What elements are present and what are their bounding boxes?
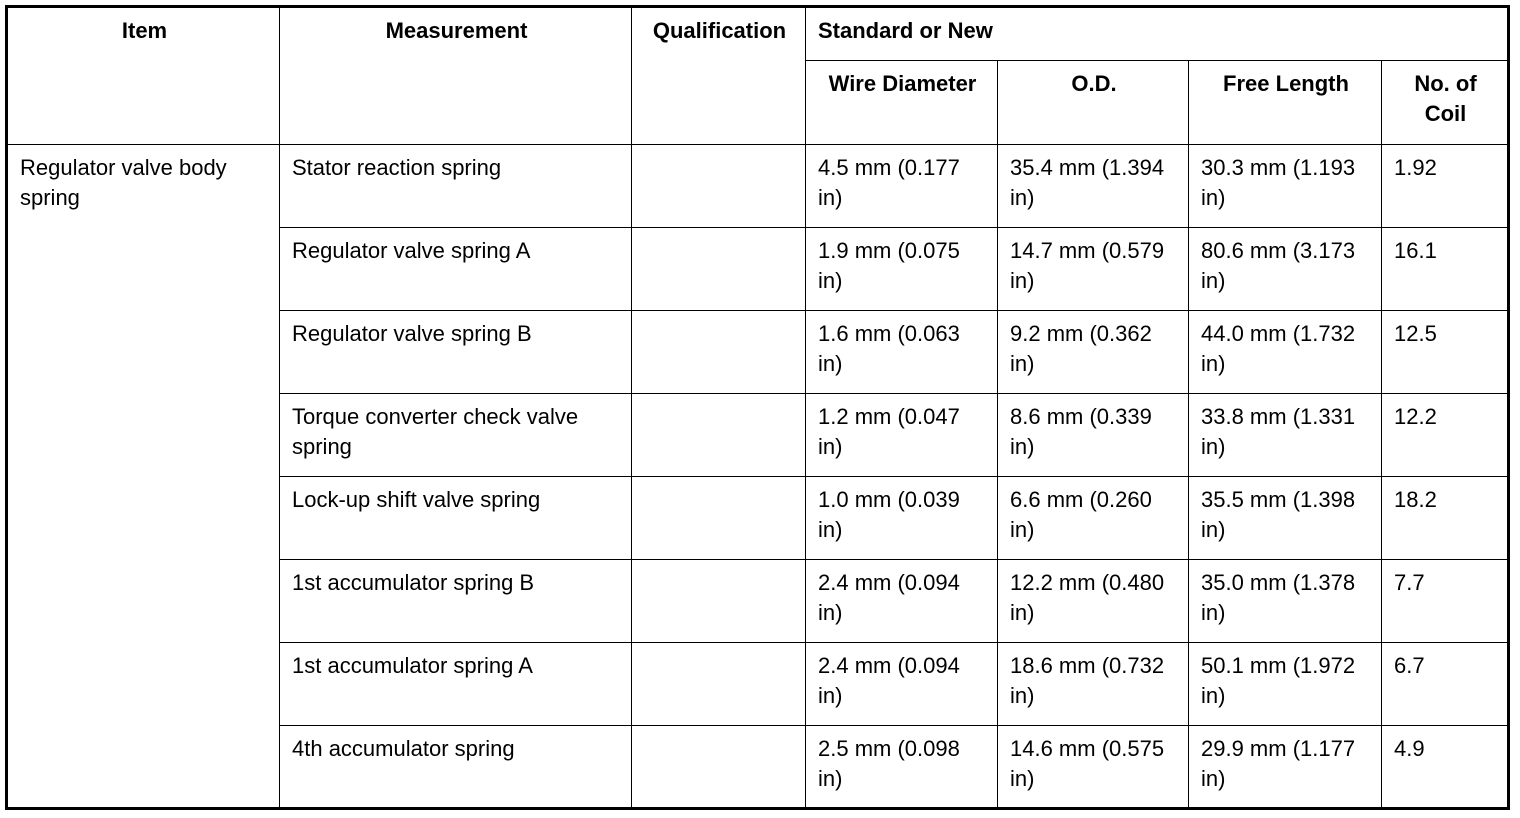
coils-cell: 16.1 xyxy=(1382,228,1509,311)
od-cell: 35.4 mm (1.394 in) xyxy=(998,145,1189,228)
free-length-cell: 44.0 mm (1.732 in) xyxy=(1189,311,1382,394)
wire-diameter-cell: 1.9 mm (0.075 in) xyxy=(806,228,998,311)
coils-cell: 1.92 xyxy=(1382,145,1509,228)
header-od: O.D. xyxy=(998,61,1189,145)
od-cell: 12.2 mm (0.480 in) xyxy=(998,560,1189,643)
wire-diameter-cell: 1.0 mm (0.039 in) xyxy=(806,477,998,560)
header-measurement: Measurement xyxy=(280,7,632,145)
od-cell: 6.6 mm (0.260 in) xyxy=(998,477,1189,560)
od-cell: 18.6 mm (0.732 in) xyxy=(998,643,1189,726)
measurement-cell: Stator reaction spring xyxy=(280,145,632,228)
qualification-cell xyxy=(632,145,806,228)
measurement-cell: 1st accumulator spring B xyxy=(280,560,632,643)
coils-cell: 18.2 xyxy=(1382,477,1509,560)
coils-cell: 7.7 xyxy=(1382,560,1509,643)
measurement-cell: 4th accumulator spring xyxy=(280,726,632,809)
header-standard-or-new: Standard or New xyxy=(806,7,1509,61)
wire-diameter-cell: 4.5 mm (0.177 in) xyxy=(806,145,998,228)
qualification-cell xyxy=(632,228,806,311)
qualification-cell xyxy=(632,643,806,726)
header-no-of-coil: No. of Coil xyxy=(1382,61,1509,145)
measurement-cell: Regulator valve spring A xyxy=(280,228,632,311)
measurement-cell: 1st accumulator spring A xyxy=(280,643,632,726)
coils-cell: 6.7 xyxy=(1382,643,1509,726)
wire-diameter-cell: 2.4 mm (0.094 in) xyxy=(806,560,998,643)
qualification-cell xyxy=(632,311,806,394)
wire-diameter-cell: 2.5 mm (0.098 in) xyxy=(806,726,998,809)
free-length-cell: 35.0 mm (1.378 in) xyxy=(1189,560,1382,643)
table-row xyxy=(7,145,1509,228)
free-length-cell: 33.8 mm (1.331 in) xyxy=(1189,394,1382,477)
qualification-cell xyxy=(632,726,806,809)
coils-cell: 12.2 xyxy=(1382,394,1509,477)
header-item: Item xyxy=(7,7,280,145)
measurement-cell: Torque converter check valve spring xyxy=(280,394,632,477)
od-cell: 14.6 mm (0.575 in) xyxy=(998,726,1189,809)
wire-diameter-cell: 2.4 mm (0.094 in) xyxy=(806,643,998,726)
item-group-cell: Regulator valve body spring xyxy=(7,145,280,809)
header-free-length: Free Length xyxy=(1189,61,1382,145)
od-cell: 14.7 mm (0.579 in) xyxy=(998,228,1189,311)
free-length-cell: 30.3 mm (1.193 in) xyxy=(1189,145,1382,228)
od-cell: 8.6 mm (0.339 in) xyxy=(998,394,1189,477)
coils-cell: 4.9 xyxy=(1382,726,1509,809)
free-length-cell: 80.6 mm (3.173 in) xyxy=(1189,228,1382,311)
free-length-cell: 29.9 mm (1.177 in) xyxy=(1189,726,1382,809)
od-cell: 9.2 mm (0.362 in) xyxy=(998,311,1189,394)
free-length-cell: 50.1 mm (1.972 in) xyxy=(1189,643,1382,726)
qualification-cell xyxy=(632,477,806,560)
header-qualification: Qualification xyxy=(632,7,806,145)
spring-spec-table xyxy=(5,5,1510,810)
header-row-1 xyxy=(7,7,1509,61)
free-length-cell: 35.5 mm (1.398 in) xyxy=(1189,477,1382,560)
measurement-cell: Lock-up shift valve spring xyxy=(280,477,632,560)
header-wire-diameter: Wire Diameter xyxy=(806,61,998,145)
qualification-cell xyxy=(632,394,806,477)
coils-cell: 12.5 xyxy=(1382,311,1509,394)
measurement-cell: Regulator valve spring B xyxy=(280,311,632,394)
wire-diameter-cell: 1.2 mm (0.047 in) xyxy=(806,394,998,477)
qualification-cell xyxy=(632,560,806,643)
wire-diameter-cell: 1.6 mm (0.063 in) xyxy=(806,311,998,394)
